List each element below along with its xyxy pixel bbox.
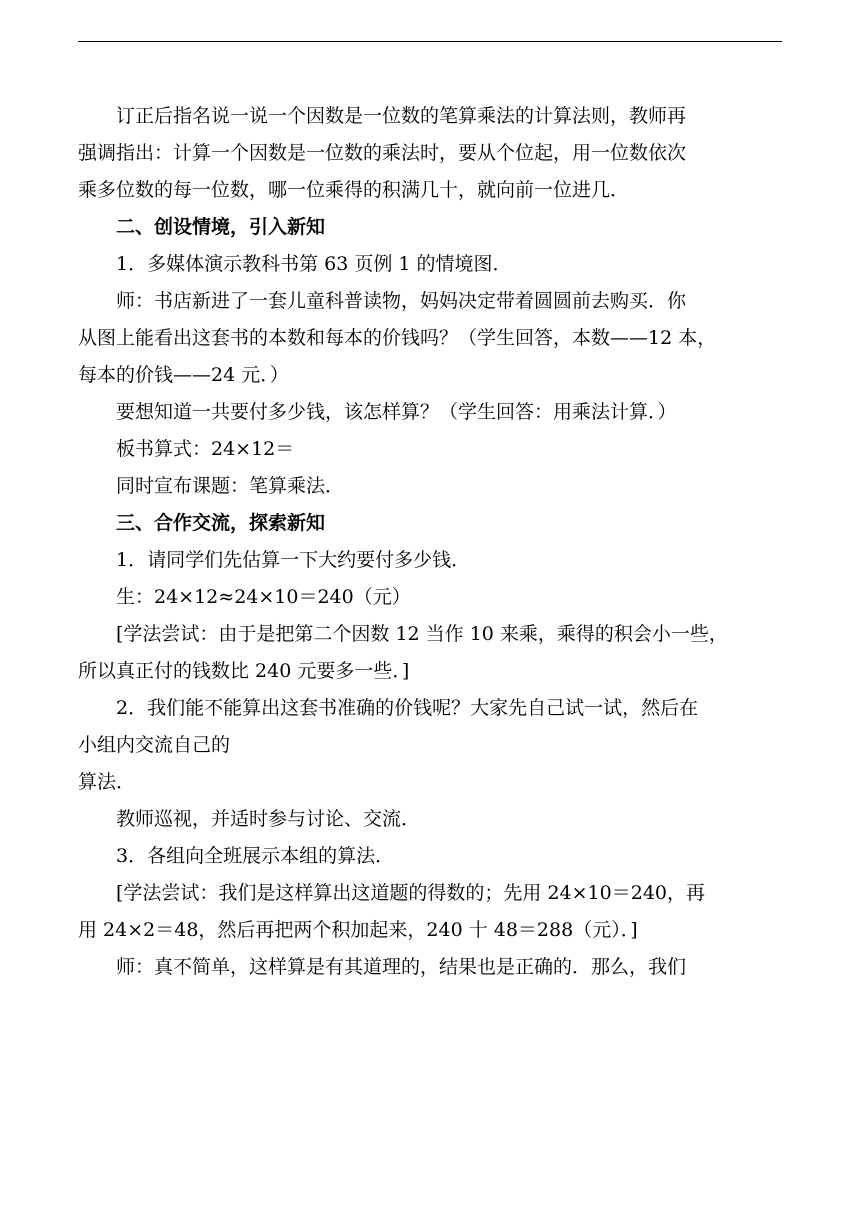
paragraph-line: 用 24×2＝48，然后再把两个积加起来，240 十 48＝288（元）．]: [78, 919, 638, 941]
paragraph: 师：真不简单，这样算是有其道理的，结果也是正确的．那么，我们: [116, 956, 687, 978]
paragraph-line: [学法尝试：我们是这样算出这道题的得数的；先用 24×10＝240，再: [116, 882, 705, 904]
paragraph: [78, 690, 782, 764]
paragraph-line: 强调指出：计算一个因数是一位数的乘法时，要从个位起，用一位数依次: [78, 142, 687, 164]
section-heading: 二、创设情境，引入新知: [116, 216, 326, 238]
paragraph: [78, 616, 782, 690]
paragraph: 教师巡视，并适时参与讨论、交流．: [116, 808, 421, 830]
paragraph-line: 2．我们能不能算出这套书准确的价钱呢？大家先自己试一试，然后在: [116, 697, 699, 719]
paragraph: [78, 98, 782, 209]
paragraph: 生：24×12≈24×10＝240（元）: [116, 586, 411, 608]
paragraph-line: [学法尝试：由于是把第二个因数 12 当作 10 来乘，乘得的积会小一些，: [116, 623, 728, 645]
paragraph-line: 每本的价钱——24 元．）: [78, 364, 289, 386]
paragraph: [78, 875, 782, 949]
paragraph-line: 小组内交流自己的: [78, 734, 231, 756]
paragraph: [78, 283, 782, 394]
paragraph-line: 订正后指名说一说一个因数是一位数的笔算乘法的计算法则，教师再: [116, 105, 687, 127]
paragraph-line: 师：书店新进了一套儿童科普读物，妈妈决定带着圆圆前去购买．你: [116, 290, 687, 312]
paragraph: 3．各组向全班展示本组的算法．: [116, 845, 395, 867]
document-body: [78, 98, 782, 986]
section-heading: 三、合作交流，探索新知: [116, 512, 326, 534]
paragraph-line: 从图上能看出这套书的本数和每本的价钱吗？（学生回答，本数——12 本，: [78, 327, 717, 349]
header-rule: [78, 41, 782, 42]
paragraph: 板书算式：24×12＝: [116, 438, 295, 460]
paragraph: 算法．: [78, 771, 136, 793]
paragraph-line: 所以真正付的钱数比 240 元要多一些．]: [78, 660, 410, 682]
paragraph: 1．请同学们先估算一下大约要付多少钱．: [116, 549, 471, 571]
paragraph: 1．多媒体演示教科书第 63 页例 1 的情境图．: [116, 253, 512, 275]
paragraph: 同时宣布课题：笔算乘法．: [116, 475, 345, 497]
paragraph-line: 乘多位数的每一位数，哪一位乘得的积满几十，就向前一位进几．: [78, 179, 630, 201]
paragraph: 要想知道一共要付多少钱，该怎样算？（学生回答：用乘法计算．）: [116, 401, 677, 423]
